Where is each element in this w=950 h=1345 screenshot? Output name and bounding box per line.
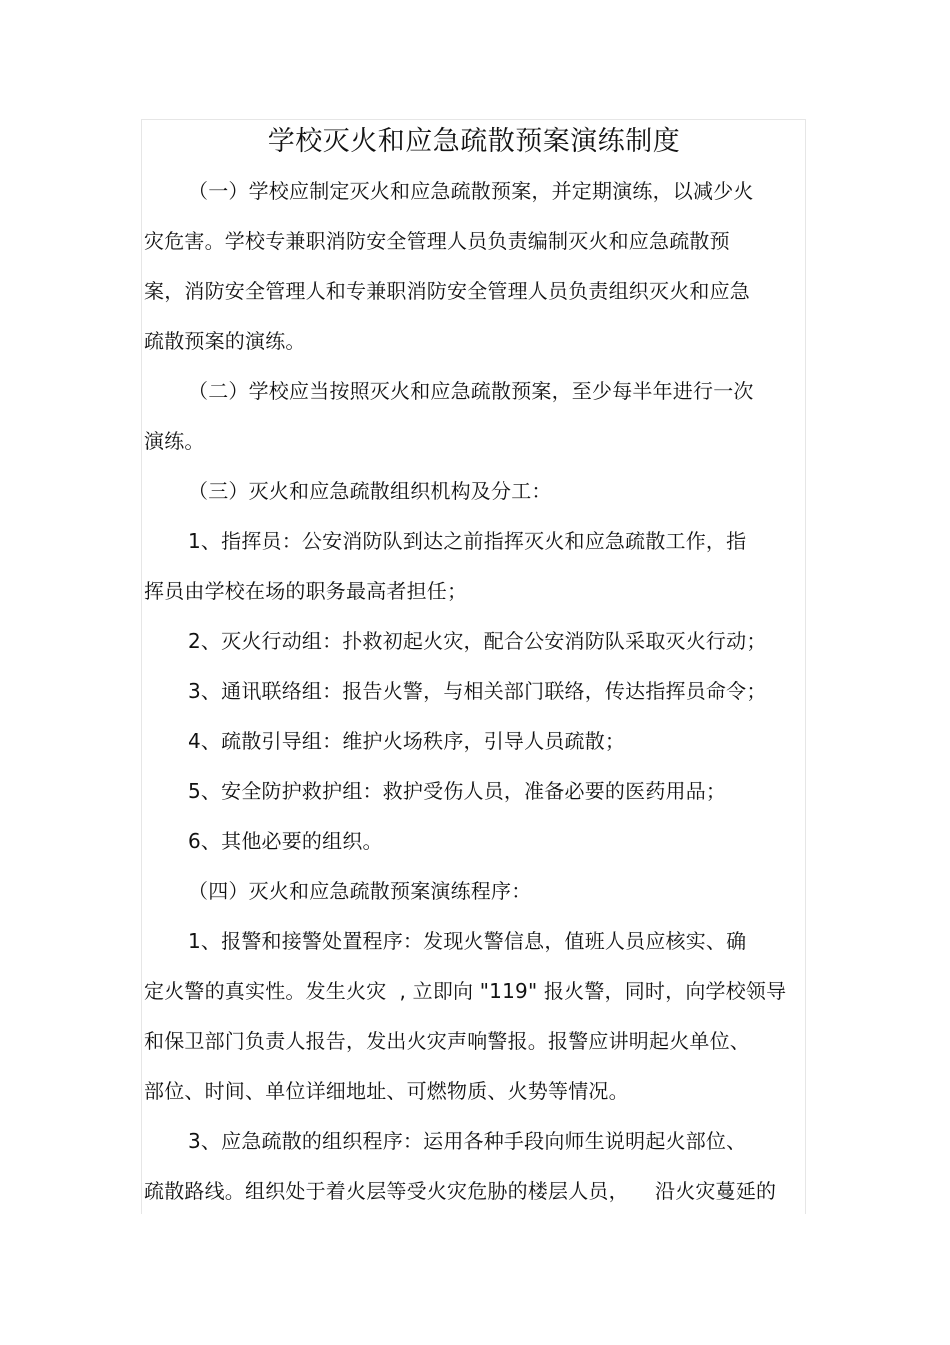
paragraph-2: [144, 366, 804, 466]
text-line: 5、安全防护救护组：救护受伤人员，准备必要的医药用品；: [188, 779, 727, 803]
text-line: （一）学校应制定灭火和应急疏散预案，并定期演练，以减少火: [188, 179, 754, 203]
paragraph-12: [144, 1116, 804, 1216]
text-line: （三）灭火和应急疏散组织机构及分工：: [188, 479, 552, 503]
paragraph-8: [144, 766, 804, 816]
text-line: （四）灭火和应急疏散预案演练程序：: [188, 879, 532, 903]
paragraph-6: [144, 666, 804, 716]
text-line: 疏散预案的演练。: [144, 329, 306, 353]
paragraph-10: [144, 866, 804, 916]
text-line: 定火警的真实性。发生火灾 , 立即向 "119" 报火警，同时，向学校领导: [144, 979, 787, 1003]
text-line: 演练。: [144, 429, 205, 453]
paragraph-3: [144, 466, 804, 516]
text-line: 4、疏散引导组：维护火场秩序，引导人员疏散；: [188, 729, 626, 753]
text-line: 2、灭火行动组：扑救初起火灾，配合公安消防队采取灭火行动；: [188, 629, 767, 653]
paragraph-5: [144, 616, 804, 666]
paragraph-11: [144, 916, 804, 1116]
paragraph-4: [144, 516, 804, 616]
text-line: 和保卫部门负责人报告，发出火灾声响警报。报警应讲明起火单位、: [144, 1029, 750, 1053]
text-line: 疏散路线。组织处于着火层等受火灾危胁的楼层人员， 沿火灾蔓延的: [144, 1179, 777, 1203]
text-line: 3、应急疏散的组织程序：运用各种手段向师生说明起火部位、: [188, 1129, 747, 1153]
paragraph-7: [144, 716, 804, 766]
paragraph-9: [144, 816, 804, 866]
document-body: [144, 118, 804, 1216]
text-line: 3、通讯联络组：报告火警，与相关部门联络，传达指挥员命令；: [188, 679, 767, 703]
text-line: 部位、时间、单位详细地址、可燃物质、火势等情况。: [144, 1079, 629, 1103]
text-line: 灾危害。学校专兼职消防安全管理人员负责编制灭火和应急疏散预: [144, 229, 730, 253]
text-line: 1、指挥员：公安消防队到达之前指挥灭火和应急疏散工作，指: [188, 529, 747, 553]
text-line: 6、其他必要的组织。: [188, 829, 383, 853]
document-title: 学校灭火和应急疏散预案演练制度: [267, 126, 681, 157]
text-line: （二）学校应当按照灭火和应急疏散预案，至少每半年进行一次: [188, 379, 754, 403]
paragraph-1: [144, 166, 804, 366]
text-line: 案，消防安全管理人和专兼职消防安全管理人员负责组织灭火和应急: [144, 279, 750, 303]
text-line: 1、报警和接警处置程序：发现火警信息，值班人员应核实、确: [188, 929, 747, 953]
text-line: 挥员由学校在场的职务最高者担任；: [144, 579, 468, 603]
